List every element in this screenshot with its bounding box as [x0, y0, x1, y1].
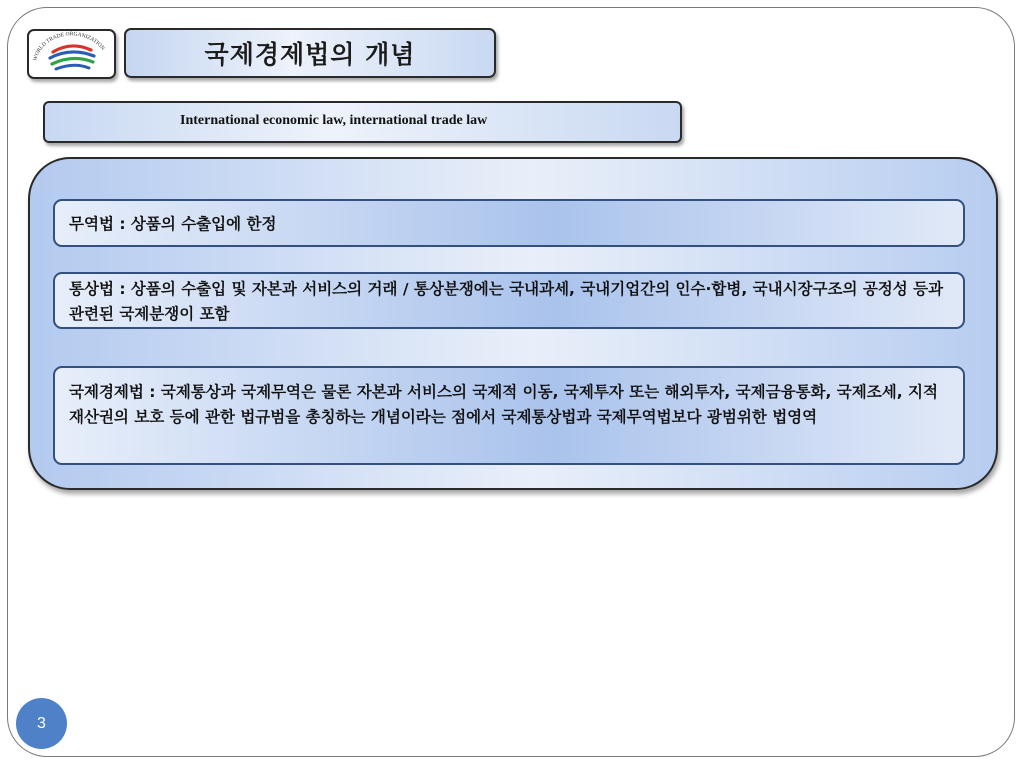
wto-logo-icon: [29, 31, 114, 77]
content-panel: [28, 157, 998, 490]
logo-badge: [27, 29, 116, 79]
definition-text: 통상법 : 상품의 수출입 및 자본과 서비스의 거래 / 통상분쟁에는 국내과세, 국내기업간의 인수·합병, 국내시장구조의 공정성 등과 관련된 국제분쟁이 포함: [69, 280, 944, 323]
definition-box-commerce-law: [53, 272, 965, 329]
definition-box-trade-law: [53, 199, 965, 247]
definition-text: 무역법 : 상품의 수출입에 한정: [69, 215, 277, 233]
definition-text: 국제경제법 : 국제통상과 국제무역은 물론 자본과 서비스의 국제적 이동, 국제투자 또는 해외투자, 국제금융통화, 국제조세, 지적재산권의 보호 등에 관한 법규범을 총칭하는 개념이라는 점에서 국제통상법과 국제무역법보다 광범위한 법영역: [69, 383, 938, 426]
page-number: 3: [37, 714, 46, 732]
title-panel: [124, 28, 496, 78]
subtitle-bar: [43, 101, 682, 143]
page-title: 국제경제법의 개념: [204, 40, 416, 69]
logo-text: WORLD TRADE ORGANIZATION: [32, 31, 106, 62]
page-number-badge: [16, 698, 67, 749]
subtitle-text: International economic law, international trade law: [180, 113, 488, 128]
definition-box-economic-law: [53, 366, 965, 465]
